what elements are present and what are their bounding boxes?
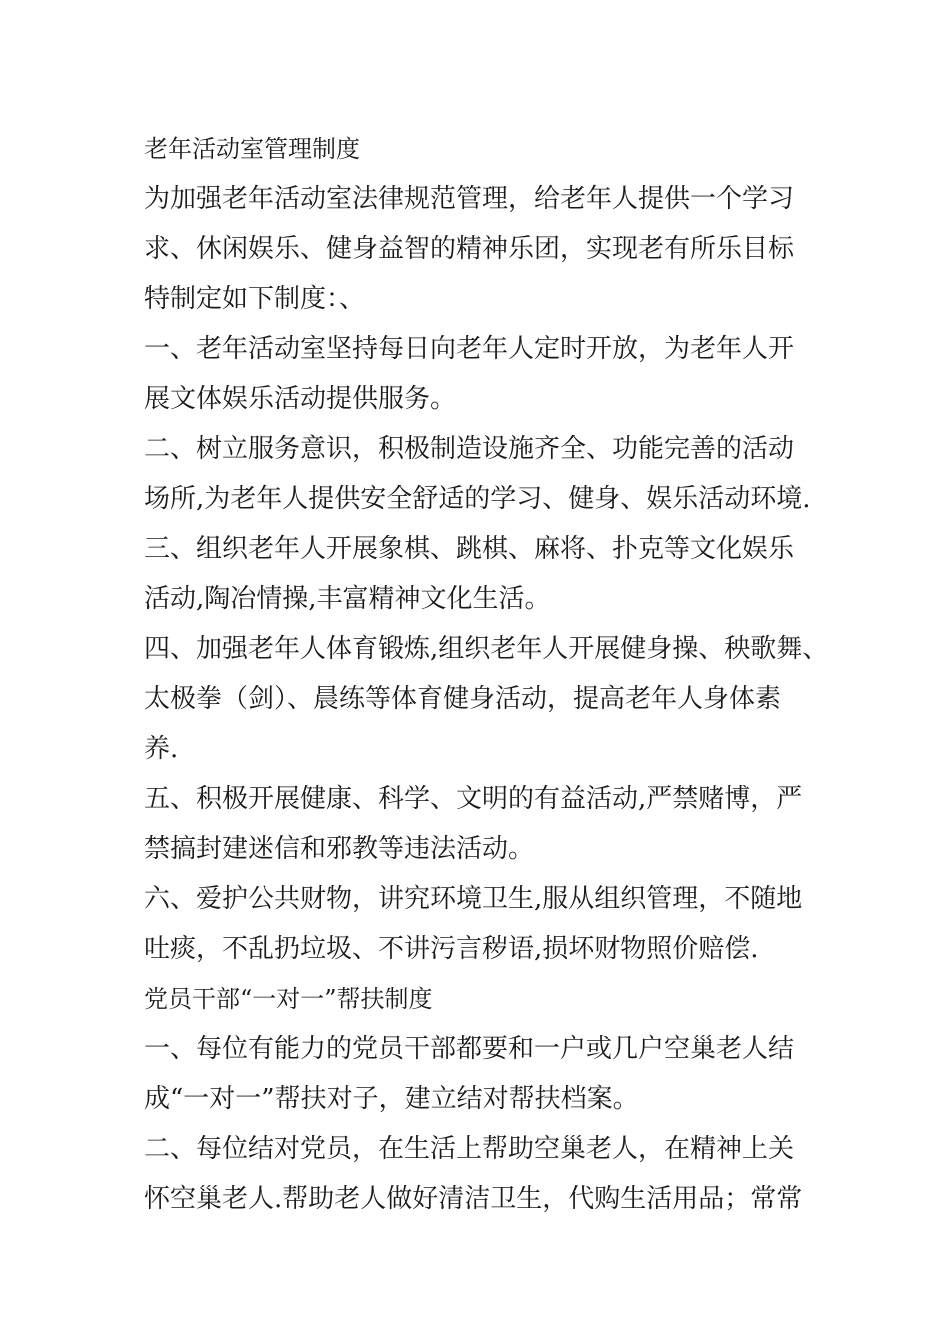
- paragraph-line: 禁搞封建迷信和邪教等违法活动。: [144, 834, 535, 864]
- paragraph-line: 二、每位结对党员，在生活上帮助空巢老人，在精神上关: [144, 1134, 795, 1164]
- paragraph-line: 展文体娱乐活动提供服务。: [144, 384, 457, 414]
- paragraph-line: 特制定如下制度：、: [144, 284, 366, 314]
- paragraph-line: 怀空巢老人.帮助老人做好清洁卫生，代购生活用品；常常: [144, 1184, 803, 1214]
- paragraph-line: 活动,陶冶情操,丰富精神文化生活。: [144, 584, 551, 614]
- paragraph-line: 四、加强老年人体育锻炼,组织老年人开展健身操、秧歌舞、: [144, 634, 829, 664]
- paragraph-line: 求、休闲娱乐、健身益智的精神乐团，实现老有所乐目标: [144, 234, 795, 264]
- heading-party-member-assistance: 党员干部“一对一”帮扶制度: [144, 985, 433, 1013]
- paragraph-line: 五、积极开展健康、科学、文明的有益活动,严禁赌博，严: [144, 784, 803, 814]
- paragraph-line: 一、每位有能力的党员干部都要和一户或几户空巢老人结: [144, 1034, 795, 1064]
- heading-activity-room-rules: 老年活动室管理制度: [144, 135, 360, 163]
- document-body: [144, 124, 844, 1224]
- paragraph-line: 吐痰，不乱扔垃圾、不讲污言秽语,损坏财物照价赔偿.: [144, 934, 759, 964]
- paragraph-line: 成“一对一”帮扶对子，建立结对帮扶档案。: [144, 1084, 639, 1114]
- paragraph-line: 二、树立服务意识，积极制造设施齐全、功能完善的活动: [144, 434, 795, 464]
- paragraph-line: 为加强老年活动室法律规范管理，给老年人提供一个学习: [144, 184, 795, 214]
- paragraph-line: 场所,为老年人提供安全舒适的学习、健身、娱乐活动环境.: [144, 484, 811, 514]
- paragraph-line: 养.: [144, 734, 179, 764]
- paragraph-line: 三、组织老年人开展象棋、跳棋、麻将、扑克等文化娱乐: [144, 534, 795, 564]
- paragraph-line: 一、老年活动室坚持每日向老年人定时开放，为老年人开: [144, 334, 795, 364]
- paragraph-line: 六、爱护公共财物，讲究环境卫生,服从组织管理，不随地: [144, 884, 803, 914]
- paragraph-line: 太极拳（剑）、晨练等体育健身活动，提高老年人身体素: [144, 684, 782, 714]
